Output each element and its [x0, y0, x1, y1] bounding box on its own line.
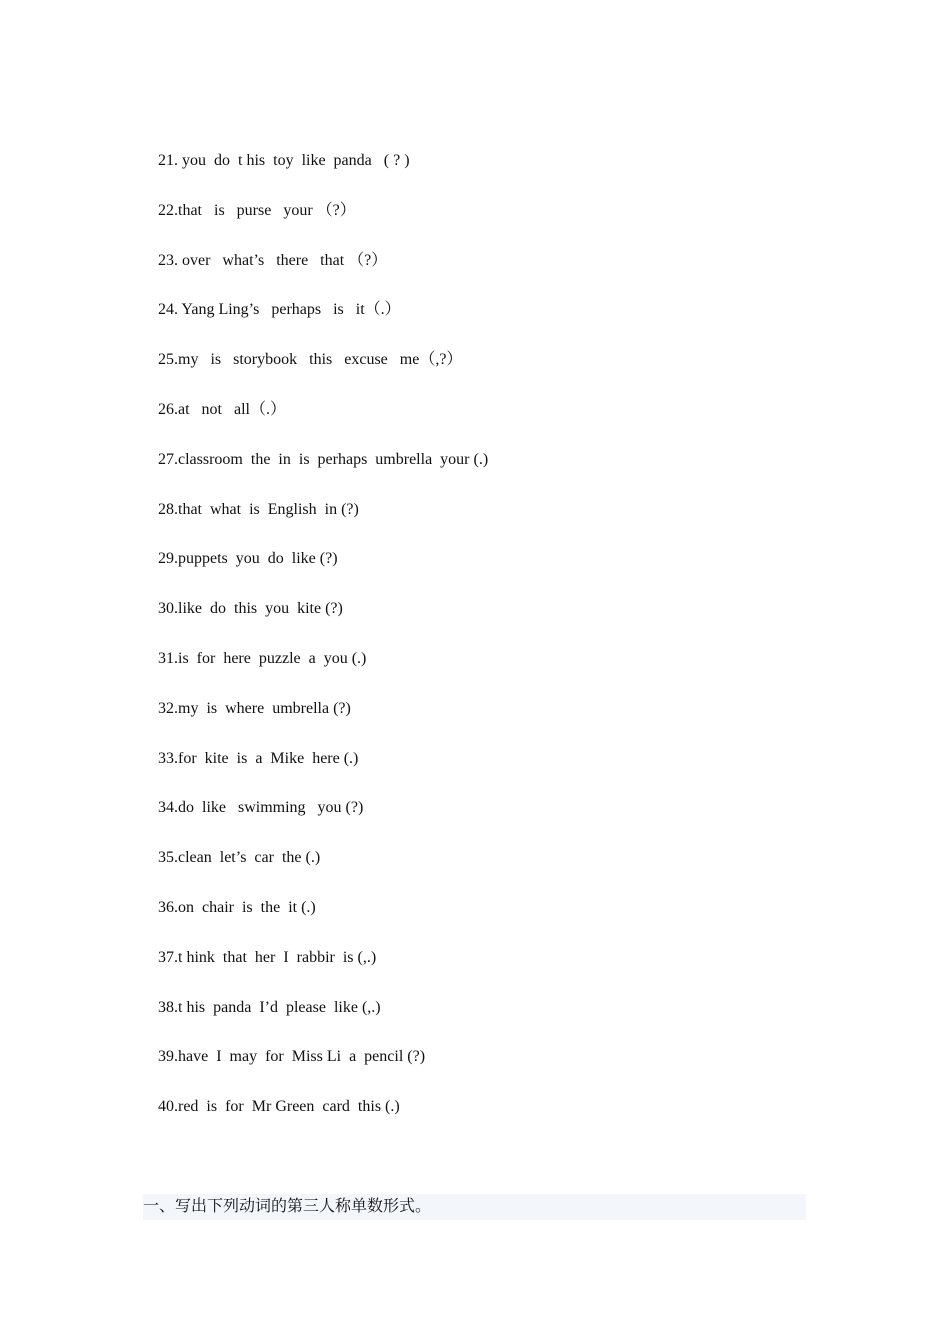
question-21: 21. you do t his toy like panda ( ? )	[158, 152, 410, 169]
question-35: 35.clean let’s car the (.)	[158, 849, 321, 867]
question-34: 34.do like swimming you (?)	[158, 799, 364, 817]
question-26: 26.at not all（.）	[158, 400, 286, 418]
question-30: 30.like do this you kite (?)	[158, 600, 343, 618]
question-39: 39.have I may for Miss Li a pencil (?)	[158, 1048, 426, 1066]
question-37: 37.t hink that her I rabbir is (,.)	[158, 948, 377, 966]
question-40: 40.red is for Mr Green card this (.)	[158, 1098, 400, 1116]
question-36: 36.on chair is the it (.)	[158, 898, 316, 916]
question-28: 28.that what is English in (?)	[158, 500, 359, 518]
question-32: 32.my is where umbrella (?)	[158, 699, 351, 717]
question-33: 33.for kite is a Mike here (.)	[158, 749, 359, 767]
question-22: 22.that is purse your （?）	[158, 201, 356, 219]
question-27: 27.classroom the in is perhaps umbrella your (.)	[158, 450, 489, 468]
question-list	[158, 150, 488, 1146]
question-38: 38.t his panda I’d please like (,.)	[158, 998, 381, 1016]
question-23: 23. over what’s there that （?）	[158, 251, 388, 269]
question-24: 24. Yang Ling’s perhaps is it（.）	[158, 301, 401, 319]
question-29: 29.puppets you do like (?)	[158, 550, 338, 568]
question-31: 31.is for here puzzle a you (.)	[158, 649, 367, 667]
section-heading: 一、写出下列动词的第三人称单数形式。	[143, 1194, 806, 1220]
question-25: 25.my is storybook this excuse me（,?）	[158, 351, 463, 369]
